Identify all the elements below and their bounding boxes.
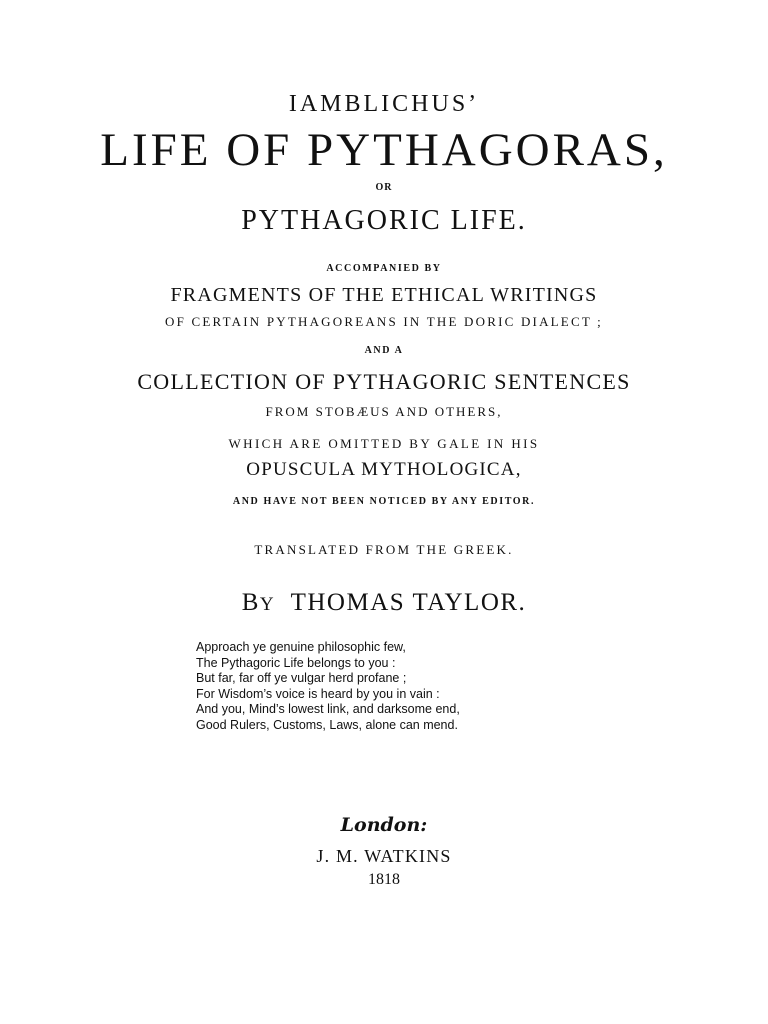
omitted-by-gale-line: WHICH ARE OMITTED BY GALE IN HIS (228, 436, 540, 451)
imprint-place: London: (340, 814, 428, 836)
epigraph-line: The Pythagoric Life belongs to you : (196, 655, 396, 670)
by-rest: Y (259, 594, 276, 615)
epigraph (196, 640, 460, 734)
main-title: LIFE OF PYTHAGORAS, (100, 124, 668, 176)
by-initial: B (241, 589, 260, 616)
collection-line: COLLECTION OF PYTHAGORIC SENTENCES (137, 369, 631, 394)
by-word (242, 589, 275, 616)
epigraph-line: And you, Mind’s lowest link, and darksome end, (196, 702, 460, 717)
author-name: IAMBLICHUS’ (288, 91, 480, 117)
translated-line: TRANSLATED FROM THE GREEK. (254, 542, 514, 557)
or-connector: OR (375, 182, 393, 193)
not-noticed-line: AND HAVE NOT BEEN NOTICED BY ANY EDITOR. (232, 496, 536, 507)
and-a-connector: AND A (364, 345, 404, 356)
translator-name: THOMAS TAYLOR. (290, 589, 527, 616)
stobaeus-line: FROM STOBÆUS AND OTHERS, (265, 404, 503, 419)
fragments-line: FRAGMENTS OF THE ETHICAL WRITINGS (170, 284, 598, 306)
subtitle: PYTHAGORIC LIFE. (241, 205, 527, 236)
imprint-publisher: J. M. WATKINS (316, 846, 452, 866)
byline (0, 590, 768, 615)
epigraph-line: Good Rulers, Customs, Laws, alone can mend. (196, 717, 458, 732)
epigraph-line: Approach ye genuine philosophic few, (196, 640, 406, 654)
epigraph-line: For Wisdom’s voice is heard by you in vain : (196, 686, 440, 701)
opuscula-line: OPUSCULA MYTHOLOGICA, (246, 459, 522, 480)
accompanied-by: ACCOMPANIED BY (326, 263, 442, 274)
epigraph-line: But far, far off ye vulgar herd profane ; (196, 671, 407, 686)
imprint-year: 1818 (368, 871, 400, 888)
certain-pythagoreans-line: OF CERTAIN PYTHAGOREANS IN THE DORIC DIALECT ; (165, 314, 603, 329)
